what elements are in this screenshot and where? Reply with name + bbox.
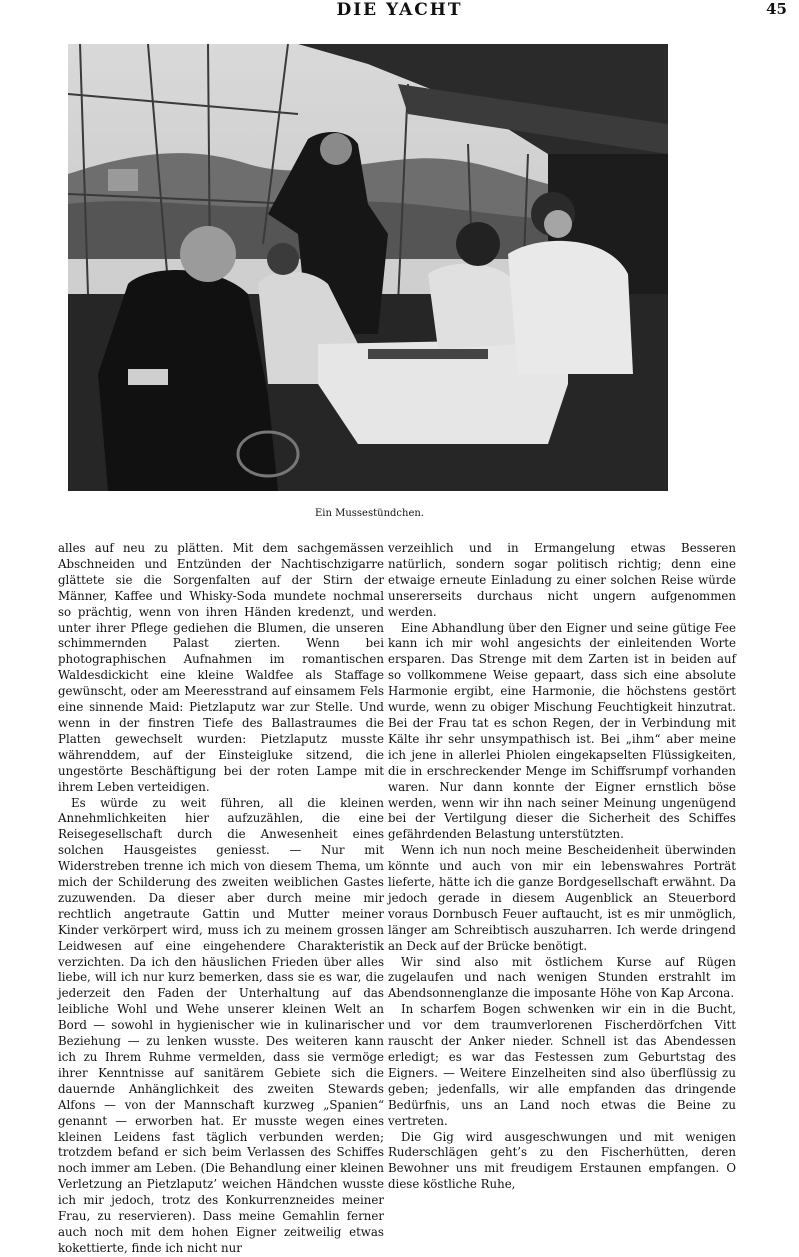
paragraph: verzeihlich und in Ermangelung etwas Besseren natürlich, sondern sogar politisch richtig; denn eine etwaige erneute Einladung zu einer solchen Reise würde unsererseits durchaus nicht ungern aufgenommen werden. <box>388 541 736 619</box>
paragraph: Eine Abhandlung über den Eigner und seine gütige Fee kann ich mir wohl angesichts der einleitenden Worte ersparen. Das Strenge mit dem Zarten ist in beiden auf so vollkommene Weise gepaart, dass sich eine absolute Harmonie ergibt, eine Harmonie, die höchstens gestört wurde, wenn zu obiger Mischung Feuchtigkeit hinzutrat. Bei der Frau tat es schon Regen, der in Verbindung mit Kälte ihr sehr unsympathisch ist. Bei „ihm“ aber meine ich jene in allerlei Phiolen eingekapselten Flüssigkeiten, die in erschreckender Menge im Schiffsrumpf vorhanden waren. Nur dann konnte der Eigner ernstlich böse werden, wenn wir ihn nach seiner Meinung ungenügend bei der Vertilgung dieser die Sicherheit des Schiffes gefährdenden Belastung unterstützten. <box>388 620 736 842</box>
photo-caption: Ein Mussestündchen. <box>315 508 424 519</box>
text-column-left <box>58 541 384 1257</box>
text-column-right <box>388 541 736 1193</box>
paragraph: Wenn ich nun noch meine Bescheidenheit überwinden könnte und auch von mir ein lebenswahres Porträt lieferte, hätte ich die ganze Bordgesellschaft erwähnt. Da jedoch gerade in diesem Augenblick an Steuerbord voraus Dornbusch Feuer auftaucht, ist es mir unmöglich, länger am Schreibtisch auszuharren. Ich werde dringend an Deck auf der Brücke benötigt. <box>388 843 736 953</box>
paragraph: Die Gig wird ausgeschwungen und mit wenigen Ruderschlägen geht’s zu den Fischerhütten, deren Bewohner uns mit freudigem Erstaunen empfangen. O diese köstliche Ruhe, <box>388 1129 736 1192</box>
paragraph: Es würde zu weit führen, all die kleinen Annehmlichkeiten hier aufzuzählen, die eine Reisegesellschaft durch die Anwesenheit eines solchen Hausgeistes geniesst. — Nur mit Widerstreben trenne ich mich von diesem Thema, um mich der Schilderung des zweiten weiblichen Gastes zuzuwenden. Da dieser aber durch meine mir rechtlich angetraute Gattin und Mutter meiner Kinder verkörpert wird, muss ich zu meinem grossen Leidwesen auf eine eingehendere Charakteristik verzichten. Da ich den häuslichen Frieden über alles liebe, will ich nur kurz bemerken, dass sie es war, die jederzeit den Faden der Unterhaltung auf das leibliche Wohl und Wehe unserer kleinen Welt an Bord — sowohl in hygienischer wie in kulinarischer Beziehung — zu lenken wusste. Des weiteren kann ich zu Ihrem Ruhme vermelden, dass sie vermöge ihrer Kenntnisse auf sanitärem Gebiete sich die dauernde Anhänglichkeit des zweiten Stewards Alfons — von der Mannschaft kurzweg „Spanien“ genannt — erworben hat. Er musste wegen eines kleinen Leidens fast täglich verbunden werden; trotzdem befand er sich beim Verlassen des Schiffes noch immer am Leben. (Die Behandlung einer kleinen Verletzung an Pietzlaputz’ weichen Händchen wusste ich mir jedoch, trotz des Konkurrenzneides meiner Frau, zu reservieren). Dass meine Gemahlin ferner auch noch mit dem hohen Eigner zeitweilig etwas kokettierte, finde ich nicht nur <box>58 795 384 1255</box>
paragraph: Wir sind also mit östlichem Kurse auf Rügen zugelaufen und nach wenigen Stunden erstrahlt im Abendsonnenglanze die imposante Höhe von Kap Arcona. <box>388 954 736 1001</box>
photograph-deck-scene <box>68 44 668 491</box>
page-header-title: DIE YACHT <box>336 0 463 20</box>
page-number: 45 <box>766 0 787 18</box>
paragraph: alles auf neu zu plätten. Mit dem sachgemässen Abschneiden und Entzünden der Nachtischzigarre glättete sie die Sorgenfalten auf der Stirn der Männer, Kaffee und Whisky-Soda mundete nochmal so prächtig, wenn von ihren Händen kredenzt, und unter ihrer Pflege gediehen die Blumen, die unseren schimmernden Palast zierten. Wenn bei photographischen Aufnahmen im romantischen Waldesdickicht eine kleine Waldfee als Staffage gewünscht, oder am Meeresstrand auf einsamem Fels eine sinnende Maid: Pietzlaputz war zur Stelle. Und wenn in der finstren Tiefe des Ballastraumes die Platten gewechselt wurden: Pietzlaputz musste währenddem, auf der Einsteigluke sitzend, die ungestörte Beschäftigung bei der roten Lampe mit ihrem Leben verteidigen. <box>58 541 384 794</box>
paragraph: In scharfem Bogen schwenken wir ein in die Bucht, und vor dem traumverlorenen Fischerdörfchen Vitt rauscht der Anker nieder. Schnell ist das Abendessen erledigt; es war das Festessen zum Geburtstag des Eigners. — Weitere Einzelheiten sind also überflüssig zu geben; jedenfalls, wir alle empfanden das dringende Bedürfnis, uns an Land noch etwas die Beine zu vertreten. <box>388 1002 736 1128</box>
